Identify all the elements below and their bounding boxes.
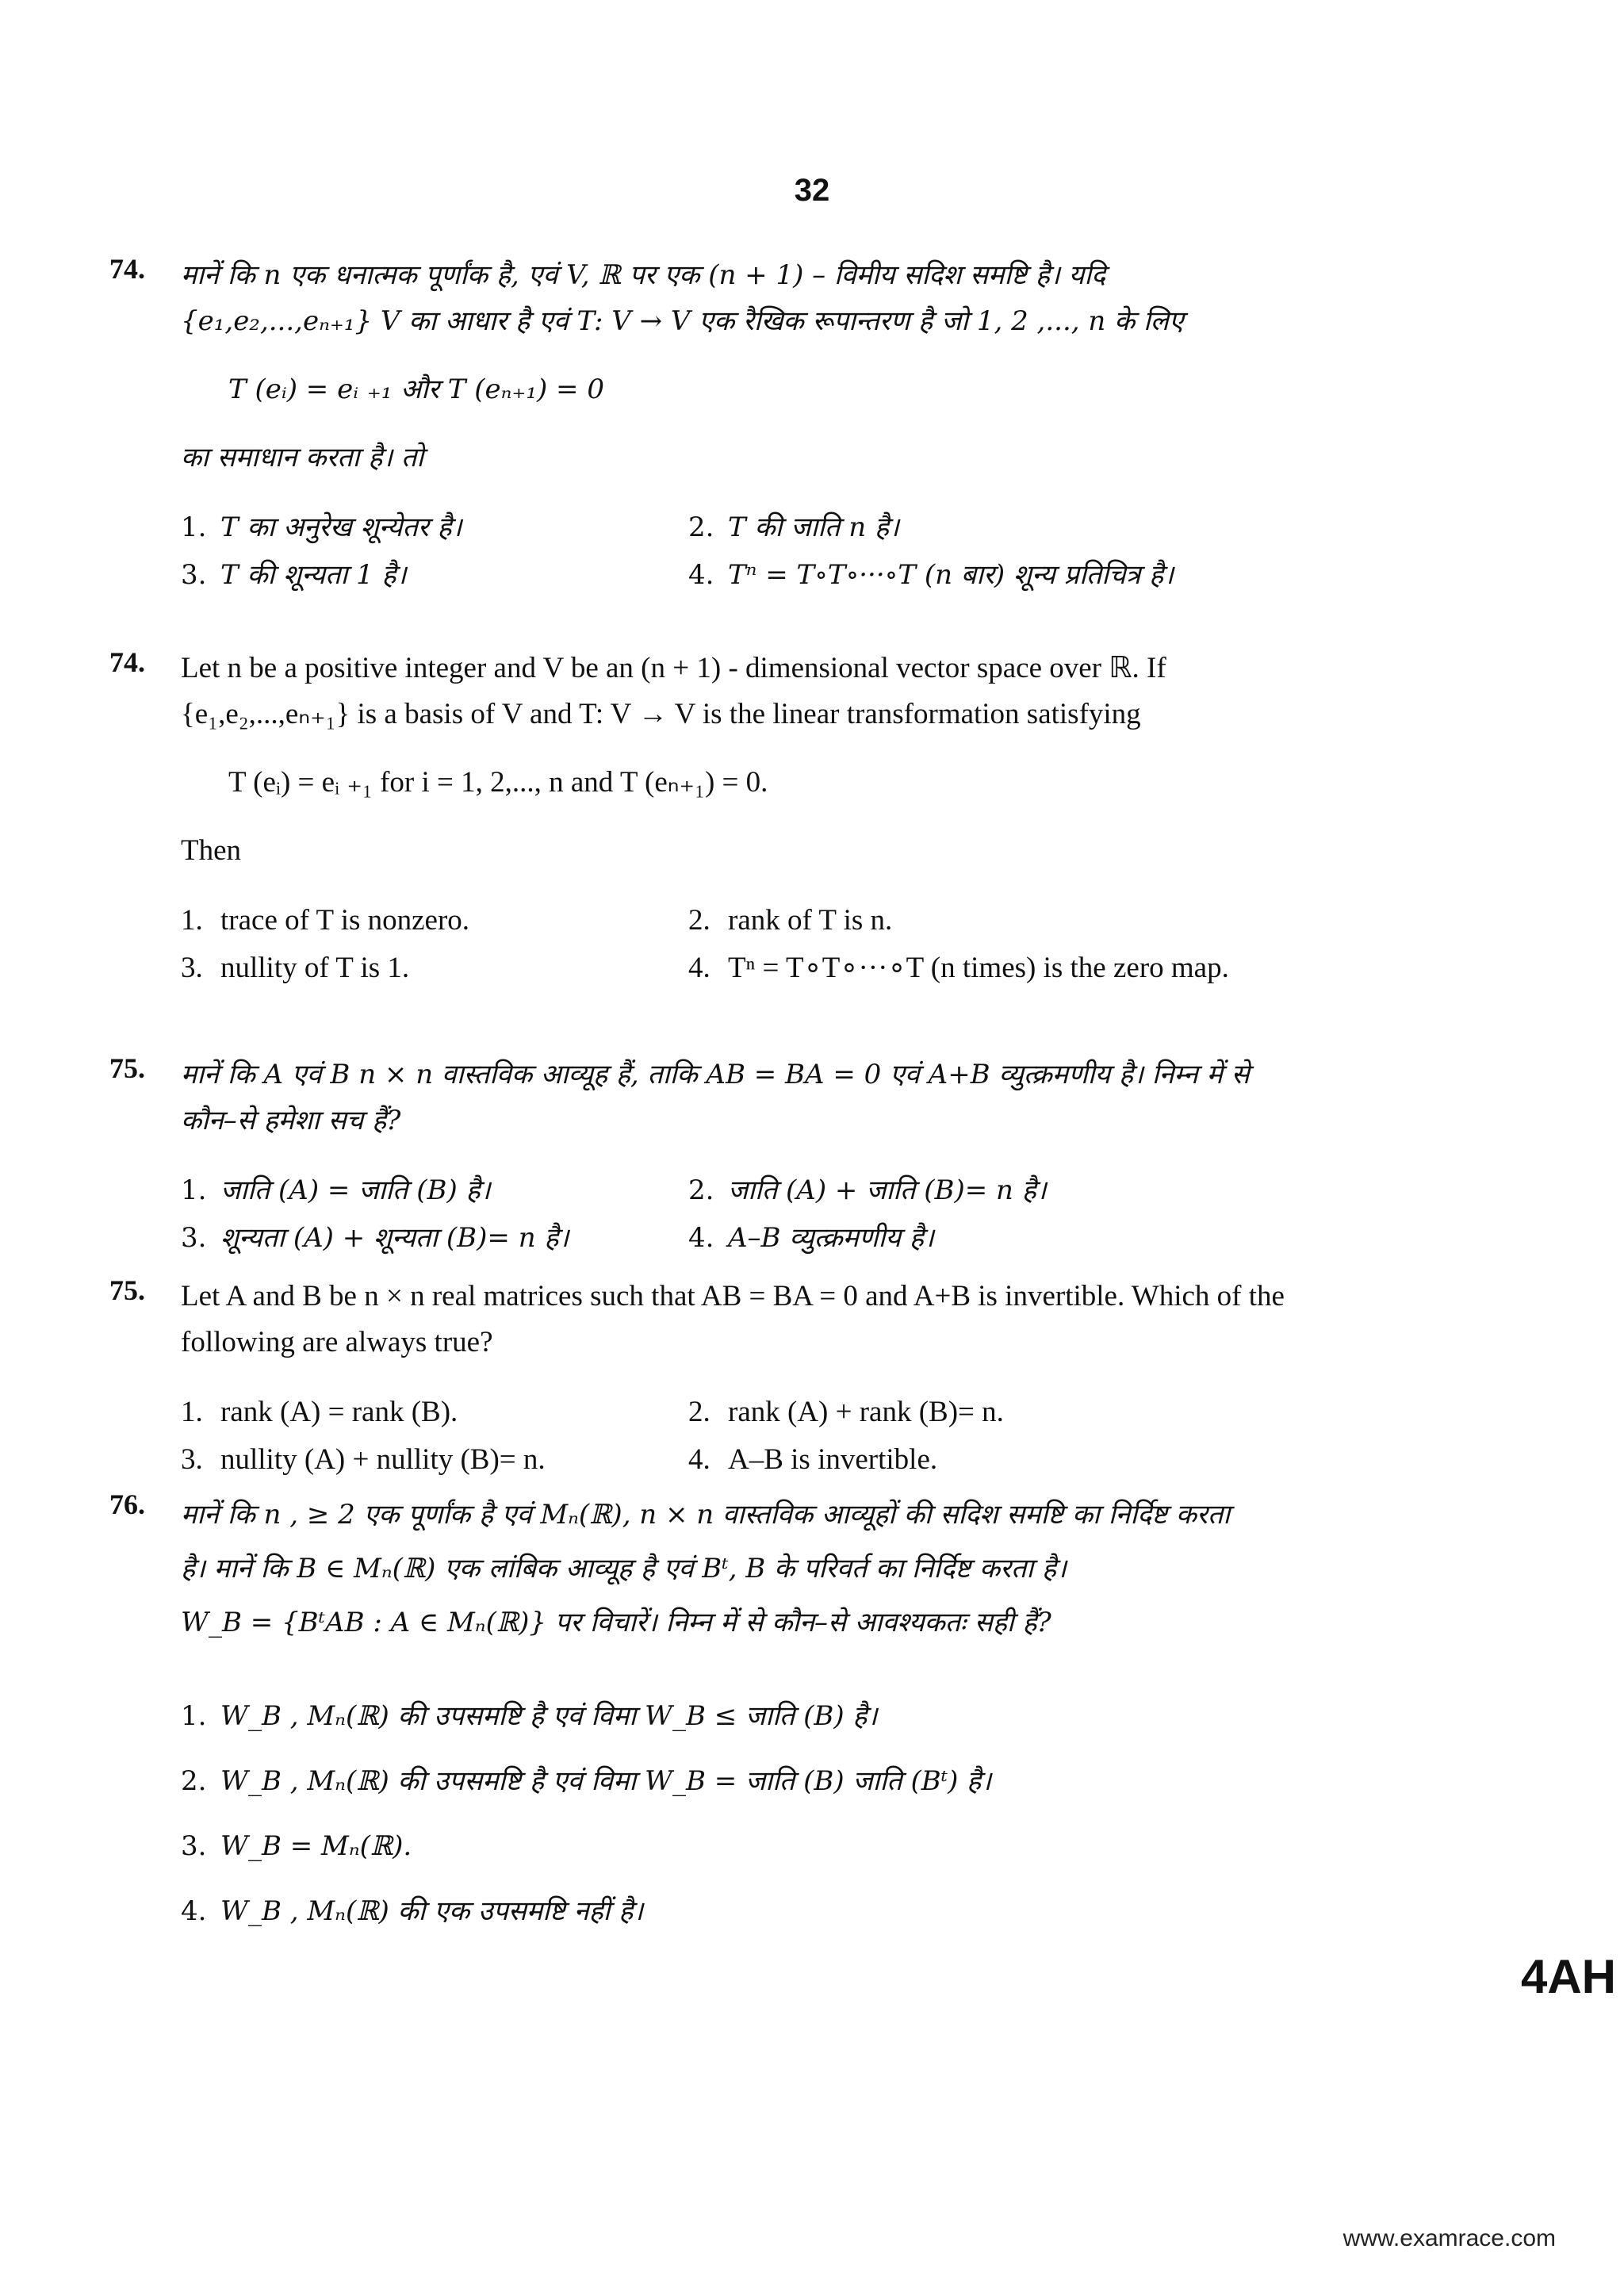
question-text-line: following are always true? [181,1326,493,1358]
option-2: 2. जाति (A) + जाति (B)= n है। [688,1174,1047,1206]
option-2: 2. T की जाति n है। [688,511,899,543]
question-74-hindi [109,252,1394,598]
question-76-hindi [109,1488,1394,1938]
question-number: 76. [109,1488,145,1520]
question-text-line: {e₁,e₂,...,eₙ₊₁} is a basis of V and T: V → V is the linear transformation satisfying [181,698,1141,730]
option-3: 3. W_B = Mₙ(ℝ). [181,1830,412,1862]
question-74-english [109,646,1394,991]
paper-code: 4AH [1520,1950,1616,2003]
option-1: 1. trace of T is nonzero. [181,904,470,937]
question-number: 74. [109,253,145,285]
option-1: 1. W_B , Mₙ(ℝ) की उपसमष्टि है एवं विमा W_B ≤ जाति (B) है। [181,1700,878,1732]
formula: T (eᵢ) = eᵢ ₊₁ for i = 1, 2,..., n and T (eₙ₊₁) = 0. [228,766,768,799]
option-2: 2. rank of T is n. [688,904,893,937]
option-4: 4. Tⁿ = T∘T∘···∘T (n बार) शून्य प्रतिचित्र है। [688,559,1174,591]
question-text-line: मानें कि A एवं B n × n वास्तविक आव्यूह हैं, ताकि AB = BA = 0 एवं A+B व्युत्क्रमणीय है। निम्न में से [181,1059,1250,1090]
option-2: 2. W_B , Mₙ(ℝ) की उपसमष्टि है एवं विमा W_B = जाति (B) जाति (Bᵗ) है। [181,1765,992,1797]
question-text-line: मानें कि n एक धनात्मक पूर्णांक है, एवं V, ℝ पर एक (n + 1) – विमीय सदिश समष्टि है। यदि [181,259,1106,291]
options-list [181,1689,1394,1938]
question-text-line: Then [181,834,242,867]
question-text-line: {e₁,e₂,...,eₙ₊₁} V का आधार है एवं T: V → V एक रैखिक रूपान्तरण है जो 1, 2 ,..., n के लिए [181,305,1184,337]
option-1: 1. T का अनुरेख शून्येतर है। [181,511,462,543]
formula: T (eᵢ) = eᵢ ₊₁ और T (eₙ₊₁) = 0 [228,374,604,405]
question-75-english [109,1274,1394,1483]
question-number: 74. [109,646,145,678]
question-number: 75. [109,1052,145,1084]
website-footer: www.examrace.com [1342,2225,1556,2251]
question-number: 75. [109,1274,145,1306]
option-3: 3. शून्यता (A) + शून्यता (B)= n है। [181,1222,569,1254]
option-1: 1. जाति (A) = जाति (B) है। [181,1174,491,1206]
question-text-line: Let A and B be n × n real matrices such that AB = BA = 0 and A+B is invertible. Which of the [181,1280,1285,1312]
question-text-line: W_B = {BᵗAB : A ∈ Mₙ(ℝ)} पर विचारें। निम्न में से कौन–से आवश्यकतः सही हैं? [181,1607,1051,1638]
options-grid [181,1167,1394,1261]
option-4: 4. A–B is invertible. [688,1443,938,1476]
question-text-line: Let n be a positive integer and V be an (n + 1) - dimensional vector space over ℝ. If [181,652,1166,684]
question-75-hindi [109,1052,1394,1261]
question-text-line: कौन–से हमेशा सच हैं? [181,1105,401,1136]
question-text-line: मानें कि n , ≥ 2 एक पूर्णांक है एवं Mₙ(ℝ), n × n वास्तविक आव्यूहों की सदिश समष्टि का निर्दिष्ट करता [181,1499,1231,1531]
options-grid [181,898,1394,991]
option-4: 4. A–B व्युत्क्रमणीय है। [688,1222,934,1254]
option-2: 2. rank (A) + rank (B)= n. [688,1396,1004,1428]
option-3: 3. nullity (A) + nullity (B)= n. [181,1443,546,1476]
option-4: 4. Tⁿ = T∘T∘···∘T (n times) is the zero map. [688,952,1229,984]
option-4: 4. W_B , Mₙ(ℝ) की एक उपसमष्टि नहीं है। [181,1895,644,1927]
options-grid [181,1389,1394,1483]
question-text-line: का समाधान करता है। तो [181,442,424,473]
option-3: 3. T की शून्यता 1 है। [181,559,407,591]
page-number: 32 [794,173,830,208]
option-1: 1. rank (A) = rank (B). [181,1396,458,1428]
options-grid [181,504,1394,598]
question-text-line: है। मानें कि B ∈ Mₙ(ℝ) एक लांबिक आव्यूह है एवं Bᵗ, B के परिवर्त का निर्दिष्ट करता है। [181,1553,1067,1584]
option-3: 3. nullity of T is 1. [181,952,410,984]
